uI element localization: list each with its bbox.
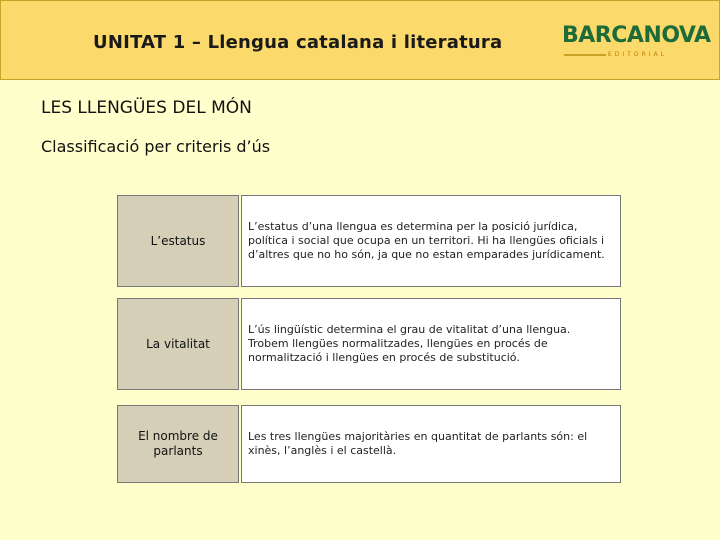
logo-subtext: EDITORIAL	[608, 51, 667, 58]
criterion-label-text: L’estatus	[150, 233, 206, 248]
criterion-label-text: El nombre de parlants	[138, 429, 218, 458]
criterion-label-text: La vitalitat	[146, 336, 210, 351]
logo-rule-left	[564, 54, 606, 56]
section-subtitle: Classificació per criteris d’ús	[41, 137, 271, 156]
criterion-description-text: L’ús lingüístic determina el grau de vitalitat d’una llengua. Trobem llengües normalitzades, llengües en procés de normalització i llengües en procés de substitució.	[248, 323, 571, 364]
criterion-description-status	[241, 195, 621, 287]
barcanova-logo	[562, 23, 711, 65]
criterion-description-speakers	[241, 405, 621, 483]
logo-wordmark: BARCANOVA	[562, 23, 711, 48]
section-title: LES LLENGÜES DEL MÓN	[41, 98, 252, 118]
criterion-label-vitality	[117, 298, 239, 390]
unit-title: UNITAT 1 – Llengua catalana i literatura	[93, 32, 503, 53]
criterion-description-text: Les tres llengües majoritàries en quantitat de parlants són: el xinès, l’anglès i el castellà.	[248, 430, 588, 457]
criterion-description-vitality	[241, 298, 621, 390]
criterion-label-speakers	[117, 405, 239, 483]
header-bar	[0, 0, 720, 80]
criterion-label-status	[117, 195, 239, 287]
criterion-description-text: L’estatus d’una llengua es determina per la posició jurídica, política i social que ocupa en un territori. Hi ha llengües oficials i d’altres que no ho són, ja que no estan emparades jurídicament.	[248, 220, 605, 261]
